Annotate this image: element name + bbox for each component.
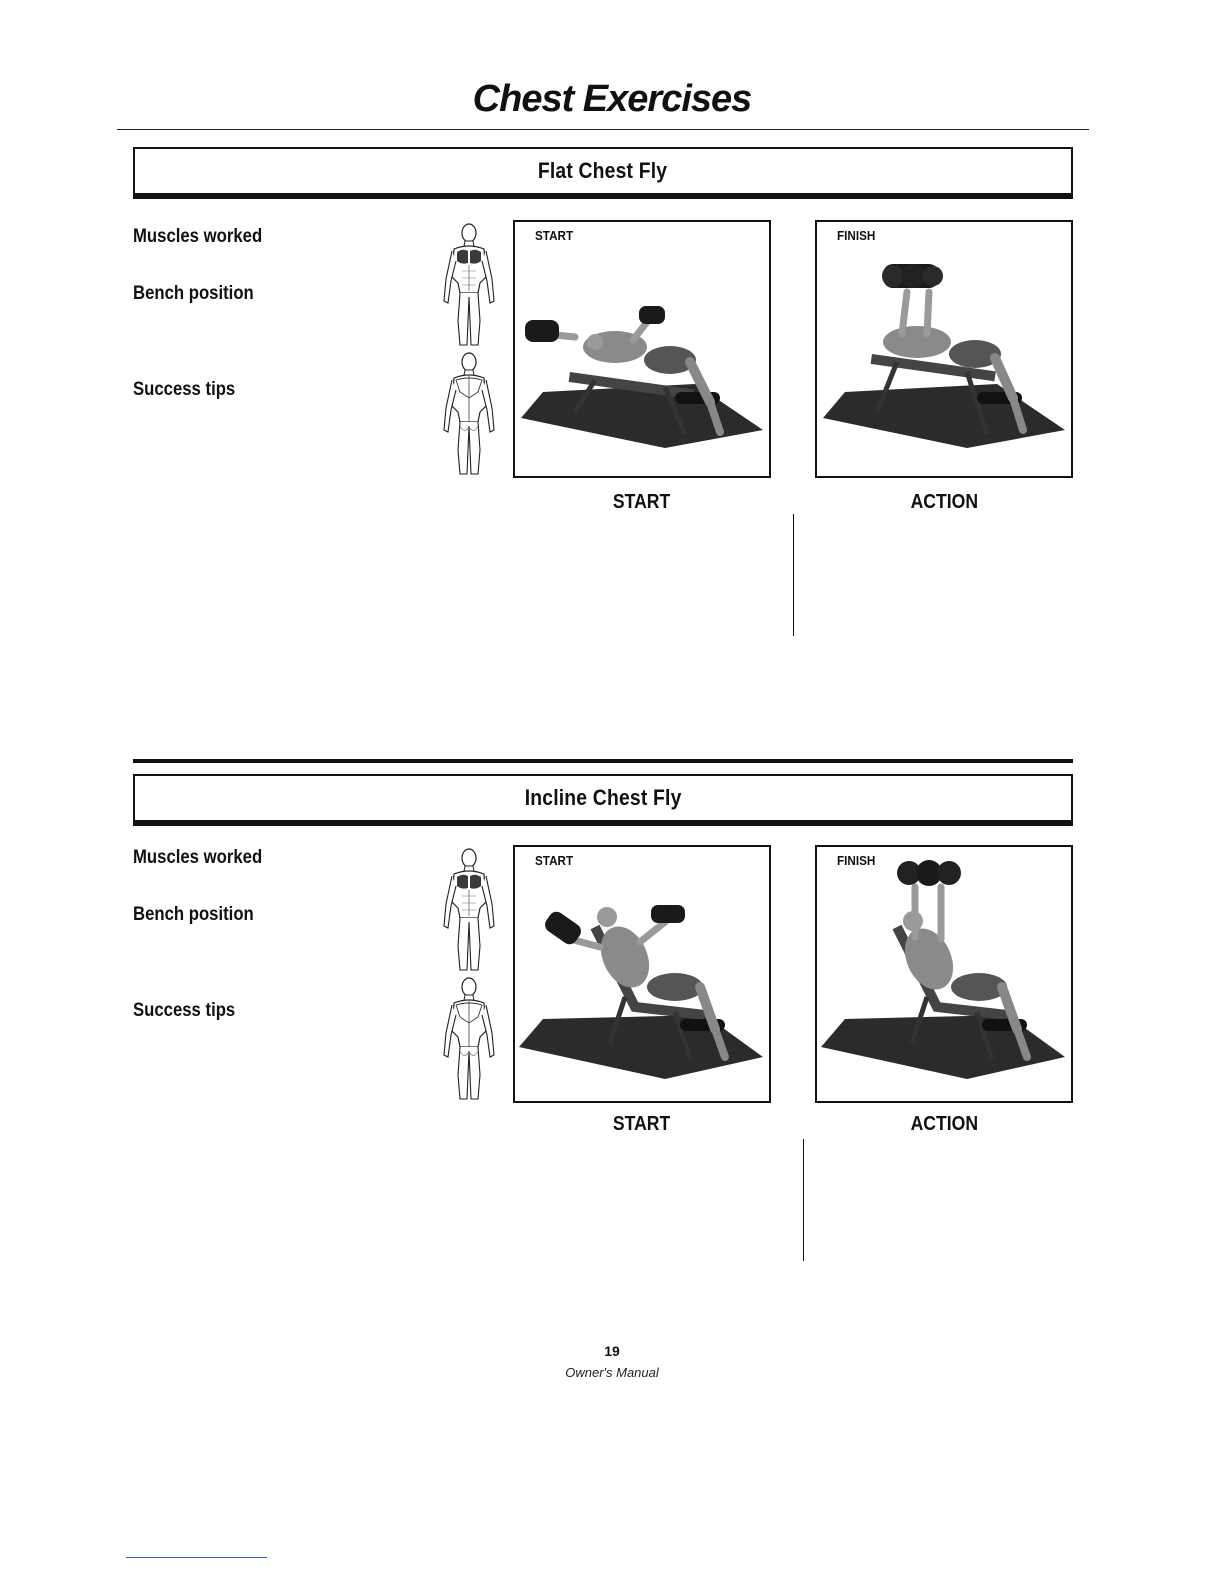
bench-position-label: Bench position — [133, 904, 254, 925]
anatomy-back-icon — [438, 975, 500, 1103]
start-caption-text: START — [613, 491, 671, 513]
page-number: 19 — [604, 1343, 620, 1359]
section-divider — [133, 759, 1073, 763]
start-caption-text: START — [613, 1113, 671, 1135]
action-caption-text: ACTION — [910, 491, 978, 513]
start-photo-tag: START — [535, 853, 574, 868]
column-divider — [803, 1139, 804, 1261]
muscles-worked-label: Muscles worked — [133, 847, 263, 868]
start-photo — [513, 220, 771, 478]
finish-photo — [815, 220, 1073, 478]
exercise-header — [133, 774, 1073, 826]
muscles-worked-label: Muscles worked — [133, 226, 263, 247]
action-caption — [815, 1113, 1073, 1136]
exercise-title: Incline Chest Fly — [524, 785, 682, 810]
exercise-title: Flat Chest Fly — [538, 158, 668, 183]
start-caption — [513, 1113, 771, 1136]
anatomy-front-icon — [438, 221, 500, 349]
bench-position-label: Bench position — [133, 283, 254, 304]
footer-label: Owner's Manual — [565, 1365, 659, 1380]
start-photo-tag: START — [535, 228, 574, 243]
action-caption — [815, 491, 1073, 514]
finish-photo — [815, 845, 1073, 1103]
page-title: Chest Exercises — [472, 78, 752, 120]
success-tips-label: Success tips — [133, 379, 236, 400]
action-caption-text: ACTION — [910, 1113, 978, 1135]
anatomy-back-icon — [438, 350, 500, 478]
anatomy-front-icon — [438, 846, 500, 974]
corner-rule — [126, 1557, 267, 1558]
title-divider — [117, 129, 1089, 130]
start-caption — [513, 491, 771, 514]
column-divider — [793, 514, 794, 636]
finish-photo-tag: FINISH — [837, 853, 876, 868]
finish-photo-tag: FINISH — [837, 228, 876, 243]
start-photo — [513, 845, 771, 1103]
exercise-header — [133, 147, 1073, 199]
success-tips-label: Success tips — [133, 1000, 236, 1021]
